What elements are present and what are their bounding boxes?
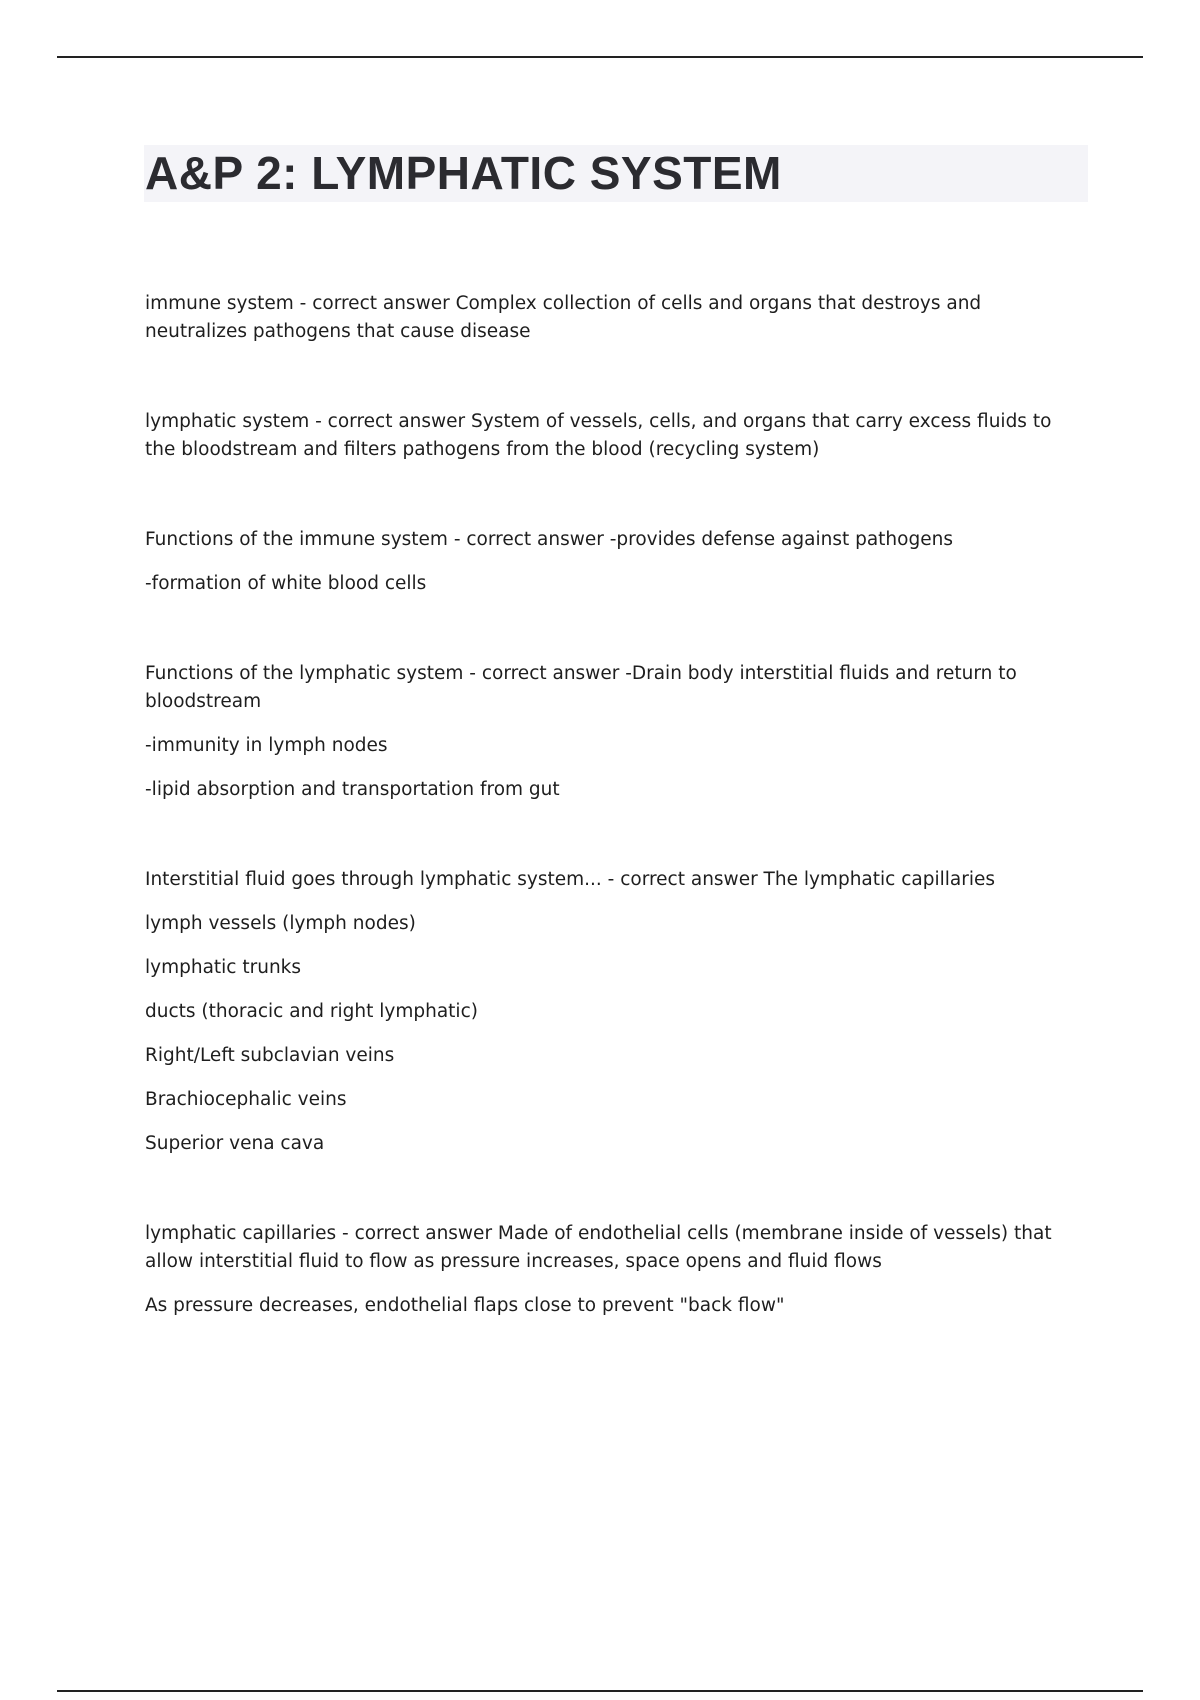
entry-lymphatic-capillaries <box>145 1220 1085 1320</box>
entry-functions-immune-system <box>145 526 1085 598</box>
entry-line: lymph vessels (lymph nodes) <box>145 913 416 934</box>
document-body <box>145 290 1085 1382</box>
entry-line: lymphatic system - correct answer System of vessels, cells, and organs that carry excess fluids to the bloodstream and filters pathogens from the blood (recycling system) <box>145 411 1052 460</box>
top-rule <box>57 56 1143 58</box>
entry-line: As pressure decreases, endothelial flaps close to prevent "back flow" <box>145 1295 785 1316</box>
entry-line: Functions of the immune system - correct answer -provides defense against pathogens <box>145 529 953 550</box>
entry-line: Interstitial fluid goes through lymphatic system... - correct answer The lymphatic capillaries <box>145 869 995 890</box>
entry-line: lymphatic capillaries - correct answer Made of endothelial cells (membrane inside of vessels) that allow interstitial fluid to flow as pressure increases, space opens and fluid flows <box>145 1223 1052 1272</box>
page-title: A&P 2: LYMPHATIC SYSTEM <box>145 147 782 199</box>
entry-line: ducts (thoracic and right lymphatic) <box>145 1001 478 1022</box>
entry-line: Right/Left subclavian veins <box>145 1045 395 1066</box>
entry-line: -immunity in lymph nodes <box>145 735 388 756</box>
entry-functions-lymphatic-system <box>145 660 1085 804</box>
entry-line: Functions of the lymphatic system - correct answer -Drain body interstitial fluids and return to bloodstream <box>145 663 1017 712</box>
entry-line: immune system - correct answer Complex collection of cells and organs that destroys and neutralizes pathogens that cause disease <box>145 293 982 342</box>
bottom-rule <box>57 1690 1143 1692</box>
entry-lymphatic-system <box>145 408 1085 464</box>
entry-line: Brachiocephalic veins <box>145 1089 347 1110</box>
entry-line: -lipid absorption and transportation from gut <box>145 779 560 800</box>
entry-immune-system <box>145 290 1085 346</box>
entry-line: Superior vena cava <box>145 1133 325 1154</box>
entry-line: -formation of white blood cells <box>145 573 427 594</box>
entry-line: lymphatic trunks <box>145 957 302 978</box>
entry-interstitial-fluid-path <box>145 866 1085 1158</box>
